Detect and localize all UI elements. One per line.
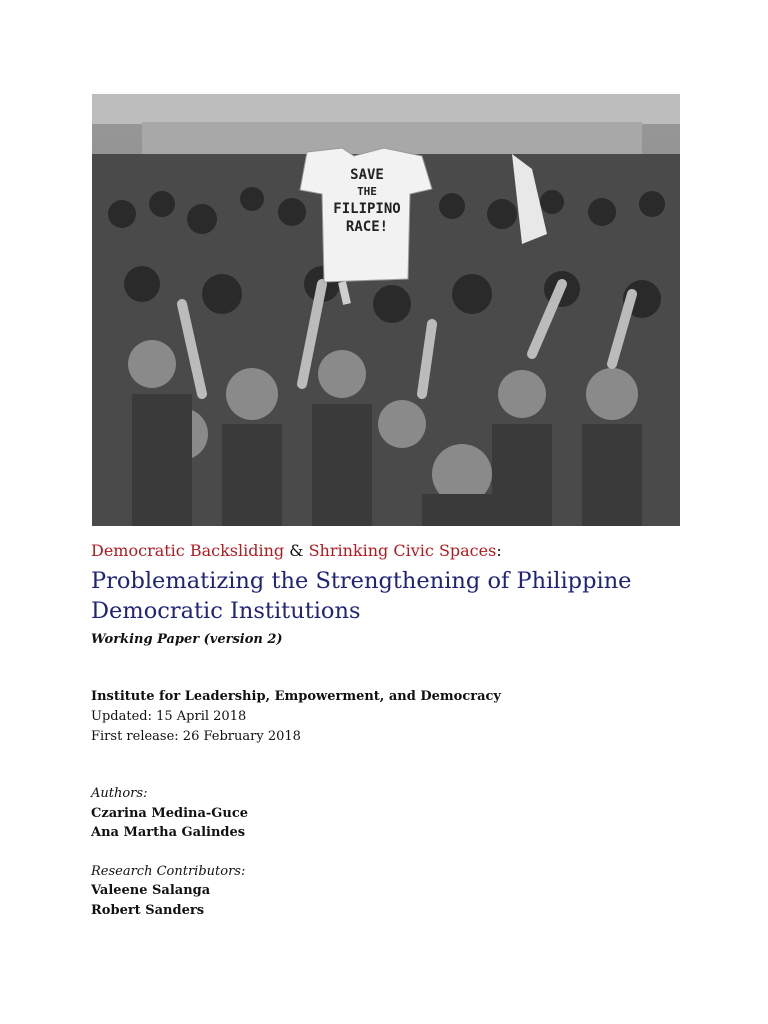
contributor-name: Robert Sanders	[91, 903, 205, 918]
title-colon: :	[496, 541, 502, 560]
contributor-name: Valeene Salanga	[91, 883, 211, 898]
shirt-text-line1: SAVE	[350, 167, 384, 183]
series-title	[91, 541, 502, 560]
shirt-text-line4: RACE!	[345, 219, 389, 235]
updated-date: Updated: 15 April 2018	[91, 709, 247, 724]
authors-label: Authors:	[91, 786, 148, 801]
title-main-line2: Democratic Institutions	[91, 598, 361, 624]
contributors-label: Research Contributors:	[91, 864, 246, 879]
first-release-date: First release: 26 February 2018	[91, 729, 301, 744]
cover-photo	[92, 94, 680, 526]
document-title	[91, 566, 691, 626]
title-part2: Shrinking Civic Spaces	[308, 541, 497, 560]
institute-name: Institute for Leadership, Empowerment, and Democracy	[91, 689, 501, 704]
title-main-line1: Problematizing the Strengthening of Philippine	[91, 568, 632, 594]
title-amp: &	[289, 541, 304, 560]
author-name: Ana Martha Galindes	[91, 825, 246, 840]
subtitle: Working Paper (version 2)	[91, 632, 283, 647]
shirt-text-line3: FILIPINO	[333, 201, 401, 217]
author-name: Czarina Medina-Guce	[91, 806, 249, 821]
shirt-text-line2: THE	[357, 185, 377, 198]
title-part1: Democratic Backsliding	[91, 541, 285, 560]
